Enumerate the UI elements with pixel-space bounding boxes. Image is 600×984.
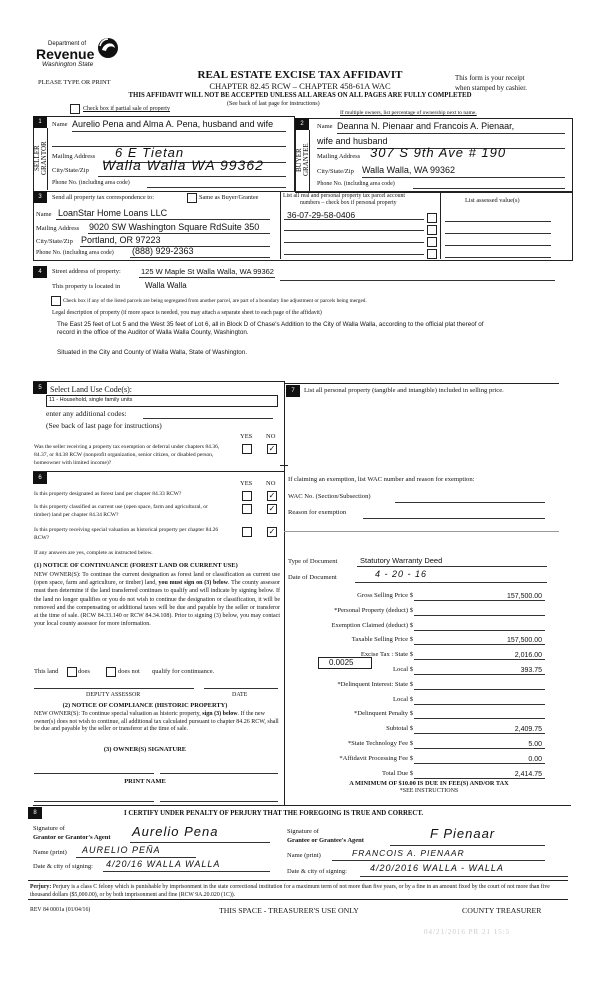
tax-row-label: Local $ bbox=[393, 696, 413, 703]
section-4-badge: 4 bbox=[33, 266, 47, 278]
corr-mailing-label: Mailing Address bbox=[36, 225, 80, 232]
owner-signature-title: (3) OWNER(S) SIGNATURE bbox=[103, 746, 187, 753]
section-8-badge: 8 bbox=[28, 807, 42, 819]
owner-signature-1[interactable] bbox=[34, 773, 154, 774]
tax-row-label: *Affidavit Processing Fee $ bbox=[339, 755, 413, 762]
chapters: CHAPTER 82.45 RCW – CHAPTER 458-61A WAC bbox=[209, 81, 391, 91]
historical-no-checkbox[interactable]: ✓ bbox=[268, 527, 276, 536]
buyer-name-field[interactable]: Deanna N. Pienaar and Francois A. Pienaar, bbox=[337, 121, 515, 131]
seller-name-label: Name bbox=[52, 121, 68, 128]
additional-codes-label: enter any additional codes: bbox=[46, 409, 127, 418]
tax-row-label: Exemption Claimed (deduct) $ bbox=[331, 622, 413, 629]
same-as-buyer-checkbox[interactable] bbox=[187, 193, 197, 203]
buyer-side-label: BUYER GRANTEE bbox=[295, 130, 310, 191]
exemption-claim-label: If claiming an exemption, list WAC number and reason for exemption: bbox=[288, 476, 475, 483]
correspondence-label: Send all property tax correspondence to: bbox=[52, 194, 154, 201]
street-field[interactable]: 125 W Maple St Walla Walla, WA 99362 bbox=[141, 267, 274, 276]
treasurer-space: THIS SPACE - TREASURER'S USE ONLY bbox=[219, 906, 359, 915]
corr-phone-field[interactable]: (888) 929-2363 bbox=[132, 246, 194, 256]
segregated-label: Check box if any of the listed parcels are being segregated from another parcel, are part of a boundary line adjustment or parcels being merged. bbox=[63, 298, 367, 304]
corr-city-label: City/State/Zip bbox=[36, 238, 73, 245]
corr-mailing-field[interactable]: 9020 SW Washington Square RdSuite 350 bbox=[89, 222, 260, 232]
if-yes-note: If any answers are yes, complete as instructed below. bbox=[34, 550, 153, 556]
grantor-date-label: Date & city of signing: bbox=[33, 863, 93, 870]
county-treasurer: COUNTY TREASURER bbox=[462, 906, 542, 915]
tax-row-field[interactable] bbox=[414, 615, 545, 616]
assessed-value-1[interactable] bbox=[445, 221, 551, 222]
parcel-number-2[interactable] bbox=[284, 230, 424, 231]
grantor-signature[interactable]: Aurelio Pena bbox=[132, 824, 219, 839]
buyer-phone-label: Phone No. (including area code) bbox=[317, 181, 395, 187]
current-use-question: Is this property classified as current use (open space, farm and agricultural, or timber) land per chapter 84.34 RCW? bbox=[34, 504, 208, 518]
land-use-see-back: (See back of last page for instructions) bbox=[46, 421, 162, 430]
perjury-notice: Perjury: Perjury is a class C felony which is punishable by imprisonment in the state correctional institution for a maximum term of not more than five years, or by a fine in an amount fixed by the court of not more than five thousand dollars ($5,000.00), or by both imprisonment and fine (RCW 9A.20.020 (1C)). bbox=[30, 884, 550, 898]
grantee-date-label: Date & city of signing: bbox=[287, 868, 347, 875]
tax-row-label: Excise Tax : State $ bbox=[360, 651, 413, 658]
parcel-number-1[interactable]: 36-07-29-58-0406 bbox=[287, 210, 356, 220]
corr-name-field[interactable]: LoanStar Home Loans LLC bbox=[58, 208, 168, 218]
grantee-sig-label-1: Signature of bbox=[287, 828, 319, 835]
legal-description: The East 25 feet of Lot 5 and the West 35 feet of Lot 6, all in Block D of Chase's Addition to the City of Walla Walla, according to the official plat thereof of record in the office of the Auditor of Walla Walla County, Washington. bbox=[57, 321, 484, 336]
personal-property-label: List all personal property (tangible and intangible) included in selling price. bbox=[304, 387, 504, 394]
street-label: Street address of property: bbox=[52, 268, 121, 275]
grantor-name-field[interactable]: AURELIO PEÑA bbox=[82, 845, 161, 855]
receipt-note-1: This form is your receipt bbox=[455, 74, 525, 82]
tax-row-field[interactable] bbox=[414, 733, 545, 734]
grantor-name-label: Name (print) bbox=[33, 849, 67, 856]
parcel-personal-checkbox-3[interactable] bbox=[427, 237, 437, 247]
parcels-header-1: List all real and personal property tax parcel account bbox=[283, 193, 406, 199]
print-name-1[interactable] bbox=[34, 801, 154, 802]
grantor-sig-label-1: Signature of bbox=[33, 825, 65, 832]
tax-row-label: *Delinquent Interest: State $ bbox=[337, 681, 413, 688]
current-use-no-checkbox[interactable]: ✓ bbox=[268, 504, 276, 513]
exemption-yes-checkbox[interactable] bbox=[242, 444, 252, 454]
parcel-personal-checkbox-1[interactable] bbox=[427, 213, 437, 223]
notice2-title: (2) NOTICE OF COMPLIANCE (HISTORIC PROPERTY) bbox=[62, 702, 228, 709]
section-3-badge: 3 bbox=[33, 191, 47, 203]
buyer-mailing-field[interactable]: 307 S 9th Ave # 190 bbox=[370, 145, 507, 160]
grantee-name-label: Name (print) bbox=[287, 852, 321, 859]
land-use-yes-header: YES bbox=[240, 433, 253, 440]
section-5-badge: 5 bbox=[33, 382, 47, 394]
print-name-title: PRINT NAME bbox=[124, 778, 166, 785]
deputy-assessor-label: DEPUTY ASSESSOR bbox=[86, 692, 141, 698]
grantee-date-field[interactable]: 4/20/2016 WALLA - WALLA bbox=[370, 863, 504, 873]
multiple-owners-note: If multiple owners, list percentage of ownership next to name. bbox=[340, 110, 477, 116]
parcel-number-3[interactable] bbox=[284, 242, 424, 243]
print-name-2[interactable] bbox=[160, 801, 278, 802]
tax-row-label: Local $ bbox=[393, 666, 413, 673]
warning: THIS AFFIDAVIT WILL NOT BE ACCEPTED UNLESS ALL AREAS ON ALL PAGES ARE FULLY COMPLETED bbox=[128, 92, 472, 99]
seller-city-field[interactable]: Walla Walla WA 99362 bbox=[102, 157, 264, 173]
does-not-label: does not bbox=[118, 668, 140, 675]
tax-row-field[interactable] bbox=[414, 778, 545, 779]
tax-row-label: *State Technology Fee $ bbox=[347, 740, 413, 747]
land-use-select[interactable]: 11 - Household, single family units bbox=[46, 395, 278, 407]
corr-city-field[interactable]: Portland, OR 97223 bbox=[81, 235, 161, 245]
assessed-value-2[interactable] bbox=[445, 233, 551, 234]
current-use-yes-checkbox[interactable] bbox=[242, 504, 252, 514]
notice1-title: (1) NOTICE OF CONTINUANCE (FOREST LAND OR CURRENT USE) bbox=[34, 562, 238, 569]
forest-yes-checkbox[interactable] bbox=[242, 491, 252, 501]
tax-row-field[interactable] bbox=[414, 600, 545, 601]
dor-logo bbox=[36, 32, 126, 72]
wac-label: WAC No. (Section/Subsection) bbox=[288, 493, 371, 500]
partial-sale-label: Check box if partial sale of property bbox=[83, 106, 170, 112]
buyer-phone-field[interactable] bbox=[413, 188, 565, 189]
tax-row-value: 0.00 bbox=[528, 756, 542, 763]
additional-codes-field[interactable] bbox=[143, 418, 273, 419]
buyer-name-field-2[interactable]: wife and husband bbox=[317, 136, 388, 146]
seller-mailing-label: Mailing Address bbox=[52, 153, 96, 160]
tax-row-value: 393.75 bbox=[520, 667, 542, 674]
doc-type-label: Type of Document bbox=[288, 558, 338, 565]
assessed-header: List assessed value(s) bbox=[465, 197, 520, 204]
assessed-value-3[interactable] bbox=[445, 245, 551, 246]
tax-row-label: *Delinquent Penalty $ bbox=[354, 710, 413, 717]
this-land-label: This land bbox=[34, 668, 59, 675]
wac-field[interactable] bbox=[395, 502, 545, 503]
minimum-note: A MINIMUM OF $10.00 IS DUE IN FEE(S) AND/OR TAX bbox=[349, 780, 509, 787]
seller-phone-field[interactable] bbox=[147, 187, 286, 188]
buyer-name-label: Name bbox=[317, 123, 333, 130]
tax-row-label: Gross Selling Price $ bbox=[357, 592, 413, 599]
receipt-note-2: when stamped by cashier. bbox=[455, 84, 527, 92]
tax-row-field[interactable] bbox=[414, 748, 545, 749]
seller-city-label: City/State/Zip bbox=[52, 167, 89, 174]
grantor-sig-label-2: Grantor or Grantor's Agent bbox=[33, 834, 111, 841]
assessed-value-4[interactable] bbox=[445, 257, 551, 258]
see-back: (See back of last page for instructions) bbox=[227, 101, 320, 107]
reason-label: Reason for exemption bbox=[288, 509, 347, 516]
tax-row-value: 5.00 bbox=[528, 741, 542, 748]
grantor-date-field[interactable]: 4/20/16 WALLA WALLA bbox=[106, 859, 221, 869]
section-7-badge: 7 bbox=[286, 385, 300, 397]
does-not-checkbox[interactable] bbox=[106, 667, 116, 677]
seller-side-label: SELLER GRANTOR bbox=[33, 128, 48, 190]
doc-type-field[interactable]: Statutory Warranty Deed bbox=[360, 556, 443, 565]
historical-question: Is this property receiving special valuation as historical property per chapter 84.26 RCW? bbox=[34, 527, 219, 541]
section-1-badge: 1 bbox=[33, 116, 47, 128]
located-label: This property is located in bbox=[52, 283, 121, 290]
see-instructions: *SEE INSTRUCTIONS bbox=[399, 788, 459, 794]
tax-row-field[interactable] bbox=[414, 674, 545, 675]
historical-yes-checkbox[interactable] bbox=[242, 527, 252, 537]
segregated-checkbox[interactable] bbox=[51, 296, 61, 306]
tax-row-value: 2,409.75 bbox=[514, 726, 542, 733]
section-6-badge: 6 bbox=[33, 472, 47, 484]
tax-row-value: 2,016.00 bbox=[514, 652, 542, 659]
deputy-assessor-date[interactable] bbox=[204, 688, 278, 689]
date-label: DATE bbox=[232, 692, 248, 698]
parcel-personal-checkbox-4[interactable] bbox=[427, 249, 437, 259]
tax-row-field[interactable] bbox=[414, 763, 545, 764]
seller-phone-label: Phone No. (including area code) bbox=[52, 180, 130, 186]
notice1-body: NEW OWNER(S): To continue the current designation as forest land or classification as current use (open space, farm and agriculture, or timber) land, you must sign on (3) below. The county assessor must then determine if the land transferred continues to qualify and will indicate by signing below. If the land no longer qualifies or you do not wish to continue the designation or classification, it will be removed and the compensating or additional taxes will be due and payable by the seller or transferor at the time of sale. (RCW 84.33.140 or RCW 84.34.108). Prior to signing (3) below, you may contact your local county assessor for more information. bbox=[34, 572, 281, 628]
owner-signature-2[interactable] bbox=[160, 773, 278, 774]
doc-date-label: Date of Document bbox=[288, 574, 337, 581]
legal-situated: Situated in the City and County of Walla Walla, State of Washington. bbox=[57, 349, 248, 356]
seller-mailing-field[interactable]: 6 E Tietan bbox=[115, 145, 185, 160]
forest-no-checkbox[interactable]: ✓ bbox=[268, 491, 276, 500]
cashier-stamp: 04/21/2016 PR 21 15:5 bbox=[424, 928, 511, 936]
forest-land-question: Is this property designated as forest land per chapter 84.33 RCW? bbox=[34, 491, 182, 497]
please-type: PLEASE TYPE OR PRINT bbox=[38, 79, 111, 86]
logo-line2: Revenue bbox=[36, 46, 95, 62]
notice2-body: NEW OWNER(S): To continue special valuation as historic property, sign (3) below. If the new owner(s) does not wish to continue, all additional tax calculated pursuant to chapter 84.26 RCW, shall be due and payable by the seller or transferor at the time of sale. bbox=[34, 711, 279, 732]
land-use-label: Select Land Use Code(s): bbox=[50, 385, 132, 394]
tax-row-label: *Personal Property (deduct) $ bbox=[334, 607, 413, 614]
grantee-sig-label-2: Grantee or Grantee's Agent bbox=[287, 837, 364, 844]
buyer-mailing-label: Mailing Address bbox=[317, 153, 361, 160]
logo-line3: Washington State bbox=[42, 61, 94, 68]
tax-row-value: 157,500.00 bbox=[506, 593, 542, 600]
logo-line1: Department of bbox=[48, 41, 87, 47]
designation-no-header: NO bbox=[266, 480, 276, 487]
seller-name-field[interactable]: Aurelio Pena and Alma A. Pena, husband and wife bbox=[72, 119, 274, 129]
reason-field[interactable] bbox=[363, 518, 545, 519]
exemption-no-checkbox[interactable]: ✓ bbox=[268, 444, 276, 453]
doc-date-field[interactable]: 4 - 20 - 16 bbox=[375, 569, 428, 579]
tax-row-field[interactable] bbox=[414, 659, 545, 660]
section-2-badge: 2 bbox=[295, 118, 309, 130]
exemption-question: Was the seller receiving a property tax exemption or deferral under chapters 84.36, 84.37, or 84.38 RCW (nonprofit organization, senior citizen, or disabled person, homeowner with limited income)? bbox=[34, 444, 220, 466]
local-rate-box[interactable]: 0.0025 bbox=[318, 657, 372, 669]
land-use-no-header: NO bbox=[266, 433, 276, 440]
designation-yes-header: YES bbox=[240, 480, 253, 487]
buyer-city-label: City/State/Zip bbox=[317, 168, 354, 175]
certify-statement: I CERTIFY UNDER PENALTY OF PERJURY THAT THE FOREGOING IS TRUE AND CORRECT. bbox=[124, 810, 424, 817]
page-title: REAL ESTATE EXCISE TAX AFFIDAVIT bbox=[197, 69, 403, 81]
dor-swirl-icon bbox=[96, 36, 120, 60]
parcel-personal-checkbox-2[interactable] bbox=[427, 225, 437, 235]
partial-sale-checkbox[interactable] bbox=[70, 104, 80, 114]
qualify-label: qualify for continuance. bbox=[152, 668, 215, 675]
tax-row-label: Subtotal $ bbox=[386, 725, 413, 732]
located-field[interactable]: Walla Walla bbox=[145, 281, 187, 290]
tax-row-field[interactable] bbox=[414, 644, 545, 645]
parcel-number-4[interactable] bbox=[284, 254, 424, 255]
same-as-buyer-label: Same as Buyer/Grantee bbox=[199, 194, 259, 201]
buyer-city-field[interactable]: Walla Walla, WA 99362 bbox=[362, 165, 456, 175]
corr-phone-label: Phone No. (including area code) bbox=[36, 250, 114, 256]
grantee-signature[interactable]: F Pienaar bbox=[430, 826, 496, 841]
does-checkbox[interactable] bbox=[67, 667, 77, 677]
tax-row-field[interactable] bbox=[414, 630, 545, 631]
tax-row-label: Taxable Selling Price $ bbox=[351, 636, 413, 643]
corr-name-label: Name bbox=[36, 211, 52, 218]
grantee-name-field[interactable]: FRANCOIS A. PIENAAR bbox=[352, 848, 465, 858]
tax-row-value: 2,414.75 bbox=[514, 771, 542, 778]
form-revision: REV 84 0001a (01/04/16) bbox=[30, 907, 91, 913]
deputy-assessor-signature[interactable] bbox=[34, 688, 194, 689]
parcels-header-2: numbers – check box if personal property bbox=[300, 200, 397, 206]
tax-row-field[interactable] bbox=[414, 718, 545, 719]
tax-row-field[interactable] bbox=[414, 704, 545, 705]
legal-label: Legal description of property (if more space is needed, you may attach a separate sheet to each page of the affidavit) bbox=[52, 310, 322, 316]
tax-row-field[interactable] bbox=[414, 689, 545, 690]
does-label: does bbox=[78, 668, 90, 675]
tax-row-label: Total Due $ bbox=[381, 770, 413, 777]
tax-row-value: 157,500.00 bbox=[506, 637, 542, 644]
